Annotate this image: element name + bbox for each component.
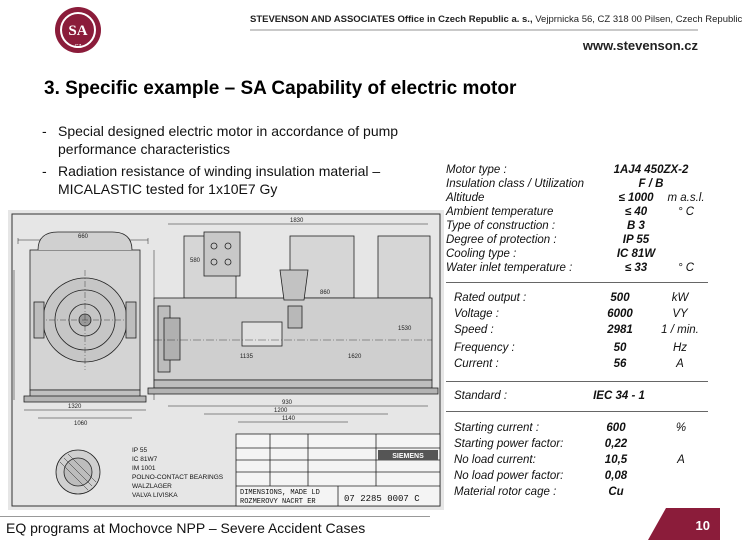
website-link[interactable]: www.stevenson.cz	[582, 38, 698, 53]
spec-value: IC 81W	[616, 248, 656, 260]
spec-value: 10,5	[604, 454, 628, 466]
drawing-number: 07 2285 0007 C	[344, 494, 420, 504]
spec-value: ≤ 40	[624, 206, 648, 218]
company-address-rest: Vejprnicka 56, CZ 318 00 Pilsen, Czech Republic	[532, 14, 742, 25]
spec-value: 0,08	[604, 470, 628, 482]
spec-value: 0,22	[604, 438, 628, 450]
spec-label: Voltage :	[454, 308, 499, 320]
spec-unit: VY	[672, 308, 688, 320]
company-logo-icon	[54, 6, 102, 54]
plate-line: WALZLAGER	[132, 483, 172, 490]
spec-value: 50	[613, 342, 627, 354]
spec-label: Rated output :	[454, 292, 527, 304]
bullet-item	[42, 122, 442, 158]
bullet-item	[42, 162, 442, 198]
dim-label: 1060	[74, 421, 88, 427]
spec-value: B 3	[627, 220, 645, 232]
dim-label: 580	[190, 258, 201, 264]
shaft-detail	[56, 450, 100, 494]
spec-label: Water inlet temperature :	[446, 262, 573, 274]
spec-value: IP 55	[622, 234, 650, 246]
spec-label: Standard :	[454, 390, 508, 402]
spec-label: Altitude	[446, 192, 485, 204]
dim-label: 1620	[348, 354, 362, 360]
header-divider	[250, 29, 698, 31]
spec-label: Speed :	[454, 324, 494, 336]
page-number: 10	[695, 518, 710, 533]
spec-value: IEC 34 - 1	[593, 390, 645, 402]
spec-value: 56	[613, 358, 627, 370]
spec-label: Material rotor cage :	[454, 486, 557, 498]
front-view	[14, 232, 154, 418]
plate-line: IC 81W7	[132, 456, 158, 463]
spec-label: Ambient temperature	[446, 206, 554, 218]
spec-value: 1AJ4 450ZX-2	[613, 164, 689, 176]
spec-label: Cooling type :	[446, 248, 517, 260]
spec-divider	[446, 282, 708, 283]
spec-label: Type of construction :	[446, 220, 556, 232]
spec-value: 500	[610, 292, 630, 304]
dim-label: 1830	[290, 218, 304, 224]
spec-label: No load current:	[454, 454, 536, 466]
spec-label: Starting current :	[454, 422, 540, 434]
dim-label: 1135	[240, 354, 253, 360]
motor-drawing	[8, 210, 444, 510]
spec-value: ≤ 1000	[618, 192, 654, 204]
bullet-marker: -	[42, 123, 47, 139]
spec-unit: 1 / min.	[661, 324, 699, 336]
spec-label: Starting power factor:	[454, 438, 564, 450]
spec-divider	[446, 411, 708, 412]
spec-unit: kW	[671, 292, 689, 304]
bullet-text: Radiation resistance of winding insulation material – MICALASTIC tested for 1x10E7 Gy	[58, 163, 381, 197]
dim-label: 1140	[282, 416, 295, 422]
spec-unit: m a.s.l.	[667, 192, 705, 204]
footer-divider	[0, 516, 430, 517]
bullet-marker: -	[42, 163, 47, 179]
bullet-list	[42, 122, 442, 202]
logo-text: SA	[68, 23, 88, 39]
spec-label: No load power factor:	[454, 470, 564, 482]
spec-value: F / B	[638, 178, 664, 190]
spec-label: Degree of protection :	[446, 234, 557, 246]
plate-line: VALVA LIVISKA	[132, 492, 178, 499]
spec-unit: ° C	[677, 262, 695, 274]
bullet-text: Special designed electric motor in accordance of pump performance characteristics	[58, 123, 399, 157]
spec-label: Motor type :	[446, 164, 507, 176]
spec-label: Insulation class / Utilization	[446, 178, 585, 190]
company-address	[250, 14, 742, 25]
dim-label: 1530	[398, 326, 412, 332]
spec-unit: A	[676, 358, 684, 370]
dim-label: 1200	[274, 408, 288, 414]
footer-text: EQ programs at Mochovce NPP – Severe Accident Cases	[6, 520, 366, 536]
slide-title: 3. Specific example – SA Capability of electric motor	[44, 78, 517, 99]
page-number-tab	[666, 508, 720, 540]
spec-divider	[446, 381, 708, 382]
spec-value: 600	[606, 422, 626, 434]
plate-line: IP 55	[132, 447, 148, 454]
title-block-line: ROZMEROVY NACRT ER	[240, 498, 316, 506]
title-block-line: DIMENSIONS, MADE LD	[240, 489, 320, 497]
dim-label: 930	[282, 400, 293, 406]
spec-value: 6000	[607, 308, 633, 320]
plate-line: POLNO-CONTACT BEARINGS	[132, 474, 224, 481]
spec-unit: %	[675, 422, 687, 434]
spec-label: Frequency :	[454, 342, 515, 354]
spec-unit: A	[677, 454, 685, 466]
spec-unit: ° C	[677, 206, 695, 218]
dim-label: 1320	[68, 404, 82, 410]
dim-label: 660	[78, 234, 89, 240]
side-view	[148, 224, 438, 422]
logo-sub: CZ	[74, 44, 82, 50]
spec-value: ≤ 33	[624, 262, 648, 274]
spec-value: 2981	[607, 324, 633, 336]
dim-label: 860	[320, 290, 331, 296]
spec-label: Current :	[454, 358, 499, 370]
header-band	[0, 0, 742, 62]
plate-line: IM 1001	[132, 465, 156, 472]
company-name: STEVENSON AND ASSOCIATES Office in Czech Republic a. s.,	[250, 14, 533, 25]
spec-value: Cu	[608, 486, 624, 498]
brand-name: SIEMENS	[392, 453, 424, 460]
spec-unit: Hz	[672, 342, 688, 354]
